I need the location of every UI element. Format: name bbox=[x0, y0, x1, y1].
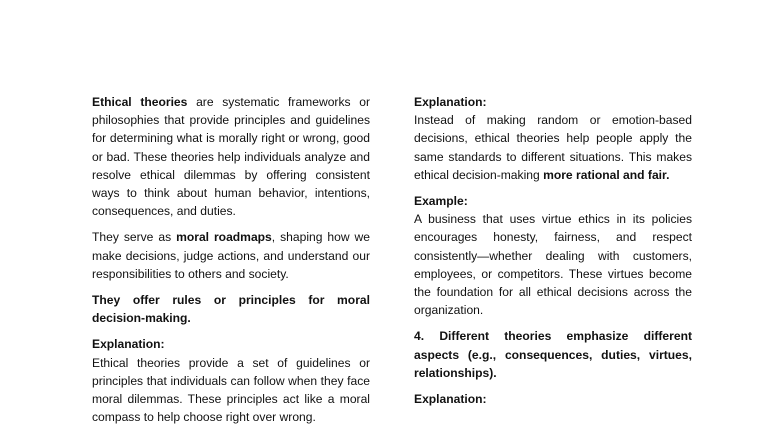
explanation-right-before: Instead of making random or emotion-based decisions, ethical theories help people apply the same standards to different situations. This makes ethical decision-making bbox=[414, 113, 692, 182]
point-4-heading: 4. Different theories emphasize different aspects (e.g., consequences, duties, virtues, relationships). bbox=[414, 329, 692, 380]
example-text: A business that uses virtue ethics in its policies encourages honesty, fairness, and respect consistently—whether dealing with customers, employees, or competitors. These virtues become the foundation for all ethical decisions across the organization. bbox=[414, 212, 692, 318]
roadmap-before: They serve as bbox=[92, 230, 177, 245]
roadmap-bold: moral roadmaps bbox=[176, 230, 272, 245]
explanation-text-right bbox=[414, 111, 692, 184]
explanation-right-bold: more rational and fair. bbox=[543, 167, 670, 182]
ethical-theories-term: Ethical theories bbox=[92, 95, 188, 109]
right-column bbox=[414, 93, 692, 408]
explanation-label-right-2: Explanation: bbox=[414, 392, 487, 407]
intro-paragraph bbox=[92, 93, 370, 220]
left-column bbox=[92, 93, 370, 434]
example-label: Example: bbox=[414, 194, 468, 209]
explanation-text-left: Ethical theories provide a set of guidelines or principles that individuals can follow when they face moral dilemmas. These principles act like a moral compass to help choose right over wrong. bbox=[92, 355, 370, 425]
roadmap-after: , shaping how we make decisions, judge actions, and understand our responsibilities to others and society. bbox=[92, 230, 371, 281]
explanation-label-left: Explanation: bbox=[92, 337, 165, 352]
intro-text: are systematic frameworks or philosophies that provide principles and guidelines for determining what is morally right or wrong, good or bad. These theories help individuals analyze and resolve ethical dilemmas by offering consistent ways to think about human behavior, intentions, consequences, and duties. bbox=[92, 95, 370, 219]
explanation-label-right: Explanation: bbox=[414, 95, 487, 109]
roadmap-paragraph bbox=[92, 228, 370, 283]
point-heading-rules: They offer rules or principles for moral decision-making. bbox=[92, 293, 370, 326]
